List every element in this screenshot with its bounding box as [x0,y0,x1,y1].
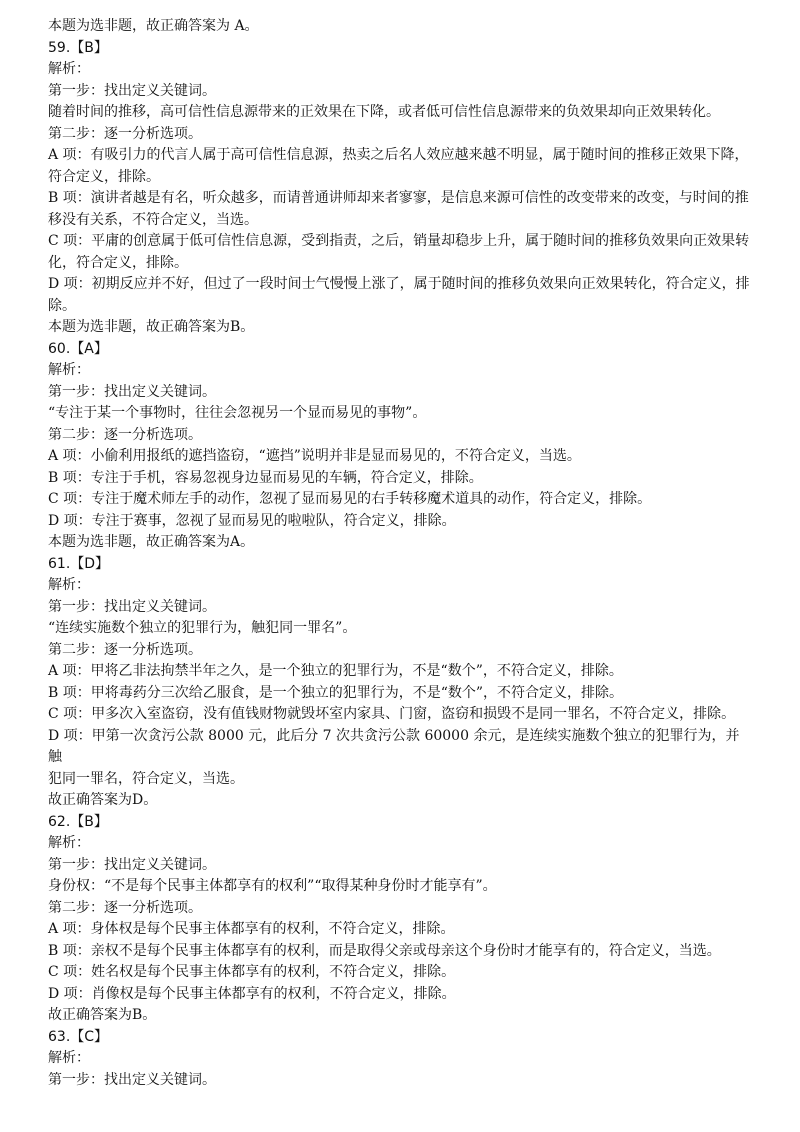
answer-line-58: 本题为选非题，故正确答案为 A。 [48,18,259,34]
analysis-label: 解析： [48,835,90,851]
step-one-line: 第一步：找出定义关键词。 [48,82,216,99]
option-d-line: D 项：初期反应并不好，但过了一段时间士气慢慢上涨了，属于随时间的推移负效果向正效果转化，符合定义，排 [48,276,750,292]
question-heading-59: 59.【B】 [48,39,108,56]
question-heading-63: 63.【C】 [48,1028,109,1045]
option-a-line: A 项：甲将乙非法拘禁半年之久，是一个独立的犯罪行为，不是“数个”，不符合定义，排除。 [48,663,623,679]
option-a-line: A 项：身体权是每个民事主体都享有的权利，不符合定义，排除。 [48,921,455,937]
definition-keyword-line: 随着时间的推移，高可信性信息源带来的正效果在下降，或者低可信性信息源带来的负效果却向正效果转化。 [48,104,720,120]
option-c-continuation: 化，符合定义，排除。 [48,254,188,271]
option-b-continuation: 移没有关系，不符合定义，当选。 [48,211,258,228]
analysis-label: 解析： [48,61,90,77]
option-a-line: A 项：小偷利用报纸的遮挡盗窃，“遮挡”说明并非是显而易见的，不符合定义，当选。 [48,448,581,464]
answer-line-62: 故正确答案为B。 [48,1007,157,1023]
analysis-label: 解析： [48,1050,90,1066]
option-d-line: D 项：专注于赛事，忽视了显而易见的啦啦队，符合定义，排除。 [48,512,456,529]
option-b-line: B 项：亲权不是每个民事主体都享有的权利，而是取得父亲或母亲这个身份时才能享有的，符合定义，当选。 [48,942,721,959]
question-heading-62: 62.【B】 [48,813,108,830]
question-heading-60: 60.【A】 [48,340,108,357]
option-c-line: C 项：姓名权是每个民事主体都享有的权利，不符合定义，排除。 [48,964,456,980]
option-d-line: D 项：肖像权是每个民事主体都享有的权利，不符合定义，排除。 [48,985,456,1002]
option-c-line: C 项：专注于魔术师左手的动作，忽视了显而易见的右手转移魔术道具的动作，符合定义，排除。 [48,491,652,507]
option-b-line: B 项：甲将毒药分三次给乙服食，是一个独立的犯罪行为，不是“数个”，不符合定义，排除。 [48,684,624,701]
step-one-line: 第一步：找出定义关键词。 [48,1071,216,1088]
option-b-line: B 项：专注于手机，容易忽视身边显而易见的车辆，符合定义，排除。 [48,469,483,486]
step-two-line: 第二步：逐一分析选项。 [48,426,202,443]
definition-keyword-line: “专注于某一个事物时，往往会忽视另一个显而易见的事物”。 [48,405,427,421]
option-d-continuation: 除。 [48,297,76,314]
option-b-line: B 项：演讲者越是有名，听众越多，而请普通讲师却来者寥寥，是信息来源可信性的改变带来的改变，与时间的推 [48,190,749,206]
step-two-line: 第二步：逐一分析选项。 [48,641,202,658]
analysis-label: 解析： [48,577,90,593]
question-heading-61: 61.【D】 [48,555,110,572]
option-a-line: A 项：有吸引力的代言人属于高可信性信息源，热卖之后名人效应越来越不明显，属于随时间的推移正效果下降， [48,147,749,163]
step-two-line: 第二步：逐一分析选项。 [48,125,202,142]
option-c-line: C 项：甲多次入室盗窃，没有值钱财物就毁坏室内家具、门窗，盗窃和损毁不是同一罪名，不符合定义，排除。 [48,706,736,722]
answer-line-59: 本题为选非题，故正确答案为B。 [48,319,255,335]
step-one-line: 第一步：找出定义关键词。 [48,383,216,400]
option-d-continuation: 犯同一罪名，符合定义，当选。 [48,770,244,787]
step-one-line: 第一步：找出定义关键词。 [48,598,216,615]
answer-line-61: 故正确答案为D。 [48,792,158,808]
option-d-line: D 项：甲第一次贪污公款 8000 元，此后分 7 次共贪污公款 60000 余元，是连续实施数个独立的犯罪行为，并触 [48,727,740,765]
step-one-line: 第一步：找出定义关键词。 [48,856,216,873]
definition-keyword-line: 身份权：“不是每个民事主体都享有的权利”“取得某种身份时才能享有”。 [48,878,497,894]
option-a-continuation: 符合定义，排除。 [48,168,160,185]
answer-line-60: 本题为选非题，故正确答案为A。 [48,534,255,550]
option-c-line: C 项：平庸的创意属于低可信性信息源，受到指责，之后，销量却稳步上升，属于随时间的推移负效果向正效果转 [48,233,750,249]
definition-keyword-line: “连续实施数个独立的犯罪行为，触犯同一罪名”。 [48,620,357,636]
analysis-label: 解析： [48,362,90,378]
step-two-line: 第二步：逐一分析选项。 [48,899,202,916]
